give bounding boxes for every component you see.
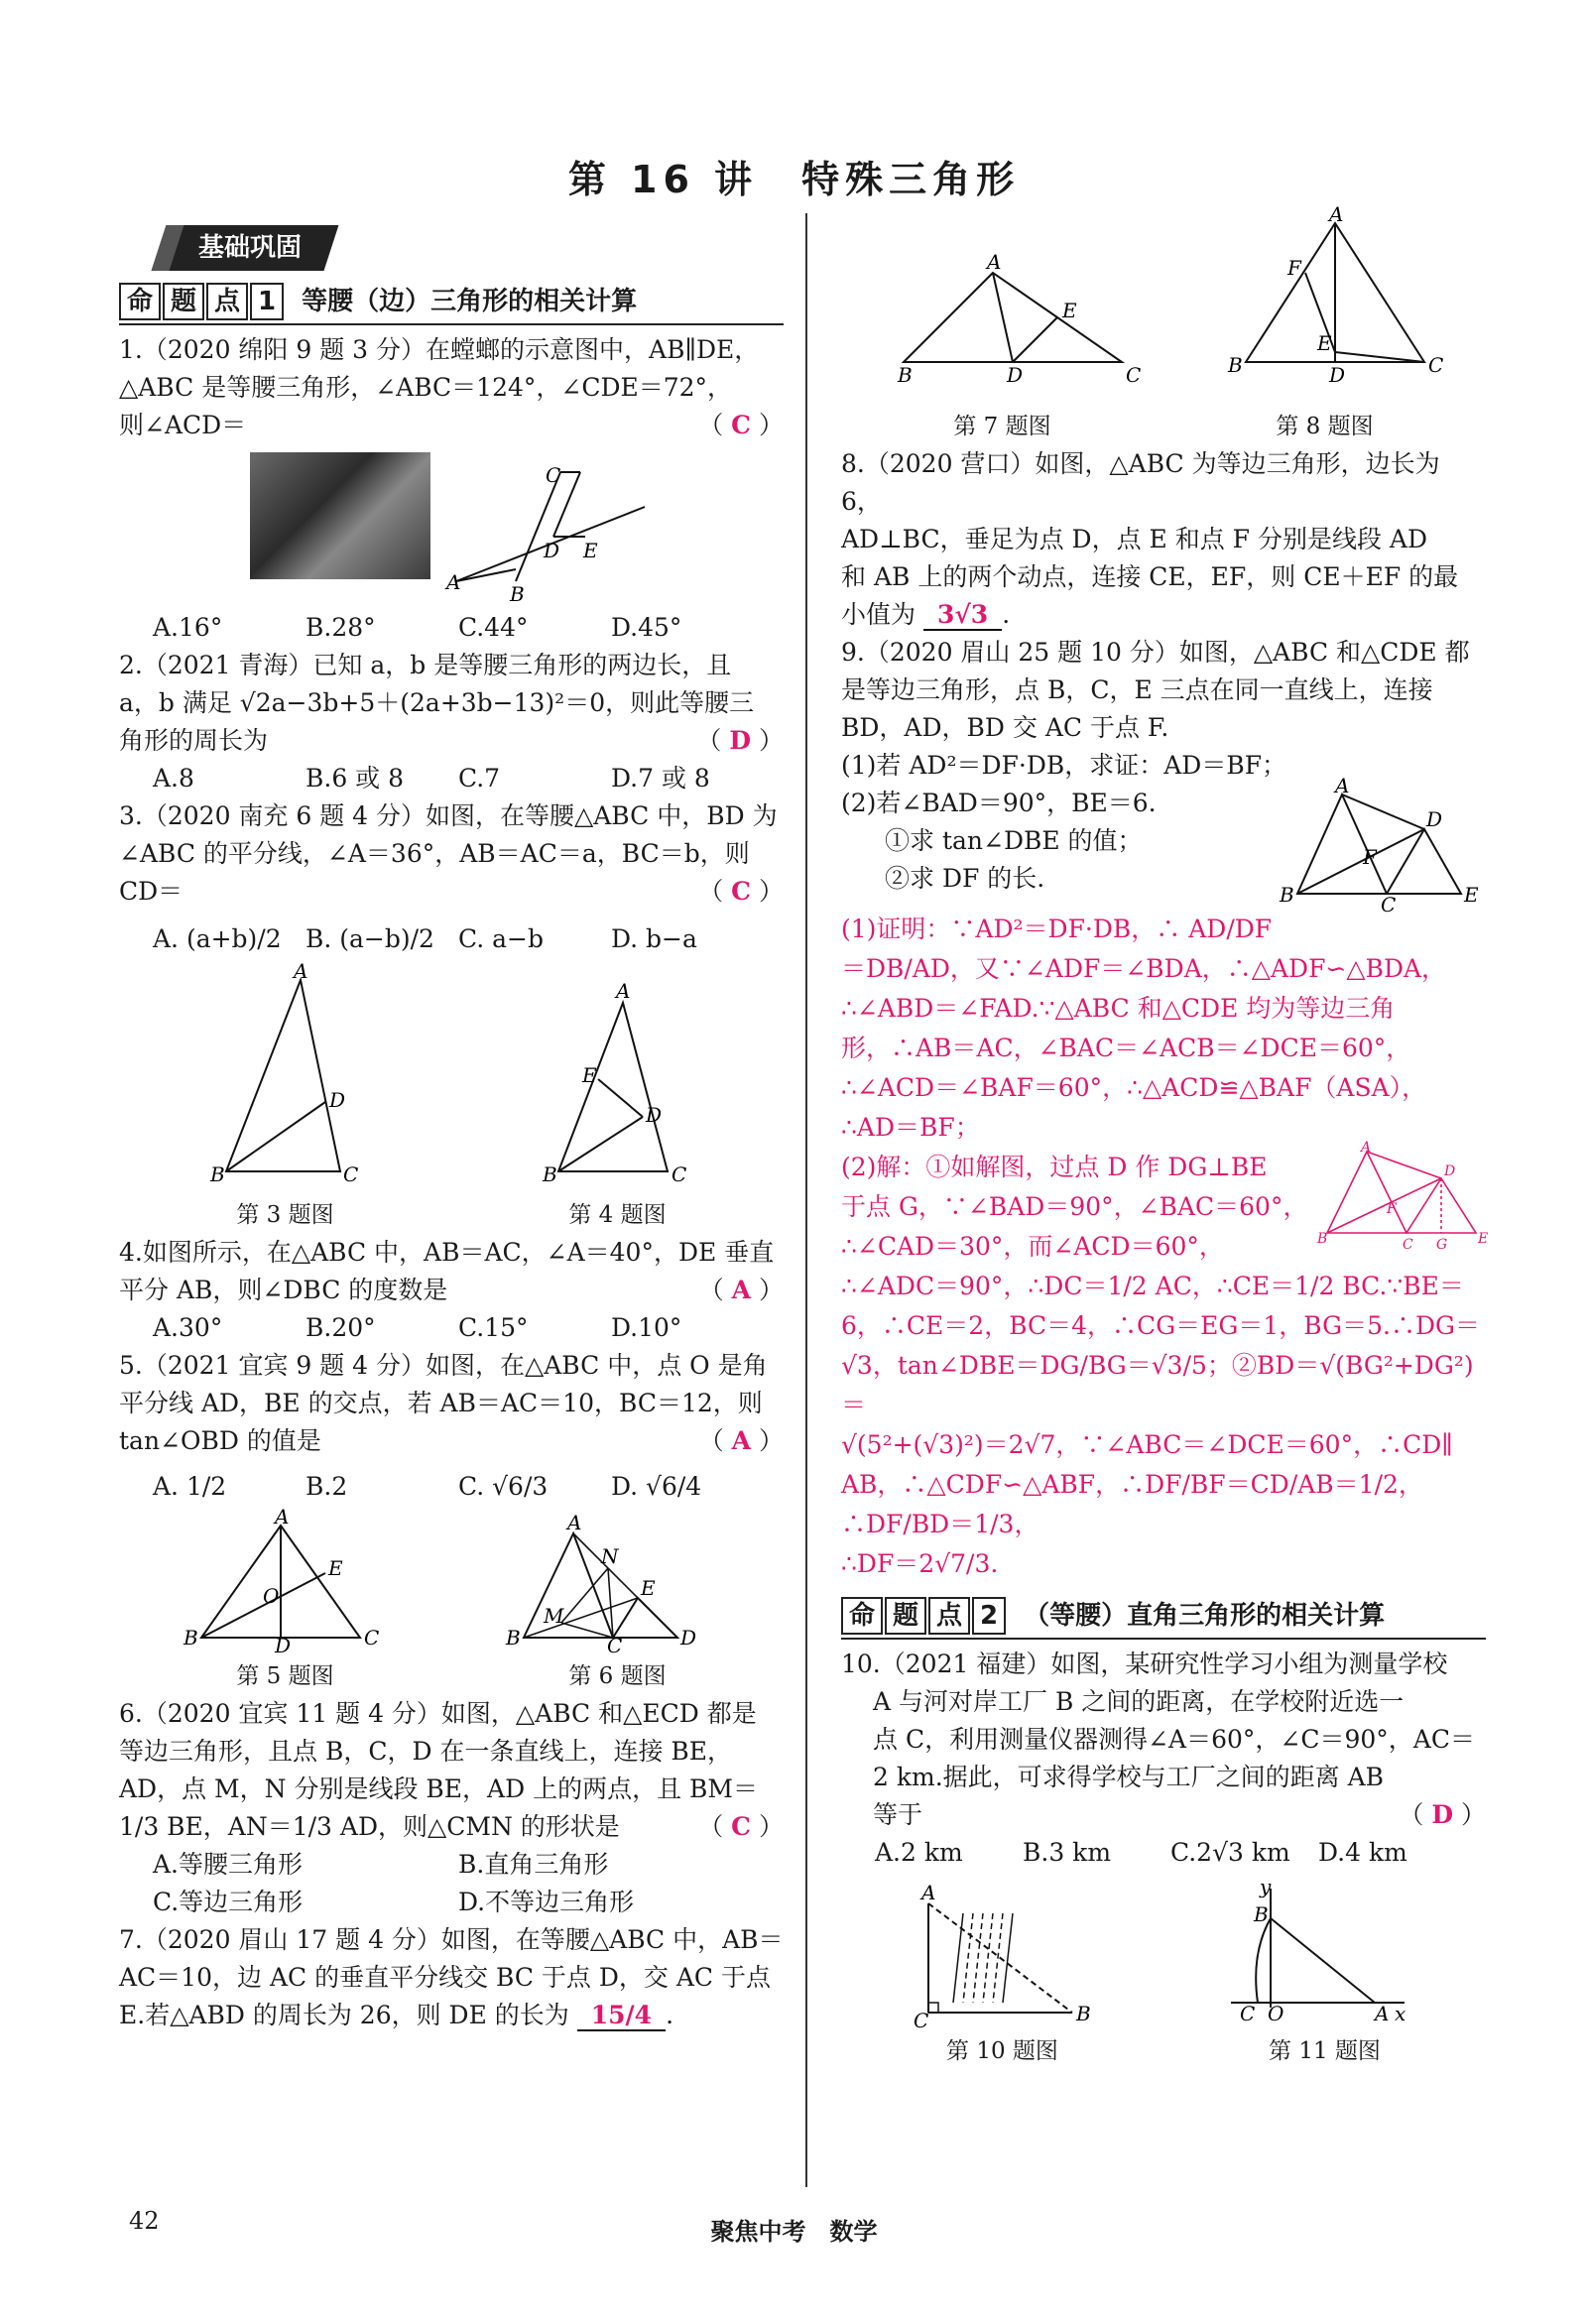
mantis-diagram [446,452,744,606]
question-1 [119,331,784,647]
q-line: 点 C，利用测量仪器测得∠A＝60°，∠C＝90°，AC＝ [873,1725,1475,1754]
solution-9 [841,910,1489,1584]
svg-text:D: D [544,539,560,562]
answer: D [1431,1800,1454,1829]
svg-text:D: D [1006,363,1023,387]
q-line: a，b 满足 √2a−3b+5＋(2a+3b−13)²＝0，则此等腰三 [119,688,755,717]
svg-text:O: O [262,1584,279,1608]
q-line: 7.（2020 眉山 17 题 4 分）如图，在等腰△ABC 中，AB＝ [119,1925,784,1954]
book-title: 聚焦中考 数学 [710,2218,878,2246]
mantis-photo [250,452,430,579]
answer: A [731,1276,752,1304]
svg-text:E: E [327,1556,343,1580]
solution-line: √3，tan∠DBE＝DG/BG＝√3/5；②BD＝√(BG²+DG²)＝ [841,1351,1474,1419]
figure-caption: 第 10 题图 [946,2038,1058,2064]
figure-10 [904,1881,1102,2032]
topic-number: 2 [972,1597,1006,1635]
right-column [841,202,1489,2070]
topic-number: 1 [250,283,284,320]
q-line: 则∠ACD＝ （ C ） [119,411,784,439]
svg-text:A: A [1328,202,1343,226]
figure-6 [504,1511,722,1657]
options: A.2 km B.3 km C.2√3 km D.4 km [875,1838,1407,1867]
svg-text:E: E [581,1063,597,1087]
figure-caption: 第 6 题图 [568,1663,667,1689]
options: A.30° B.20° C.15° D.10° [153,1313,682,1342]
svg-text:B: B [542,1162,557,1186]
q-line: A 与河对岸工厂 B 之间的距离，在学校附近选一 [873,1687,1405,1716]
svg-text:B: B [183,1626,198,1650]
q-line: 2 km.据此，可求得学校与工厂之间的距离 AB [873,1763,1385,1791]
svg-text:C: C [606,1634,622,1657]
q-line: BD，AD，BD 交 AC 于点 F. [841,713,1169,742]
answer: C [731,1812,752,1841]
answer: 3√3 [923,600,1002,631]
svg-text:D: D [679,1626,696,1650]
topic-box: 题 [163,283,204,320]
figure-9 [1278,774,1486,917]
solution-line: 于点 G，∵∠BAD＝90°，∠BAC＝60°， [841,1192,1308,1221]
svg-text:B: B [897,363,913,387]
solution-line: ∴∠ACD＝∠BAF＝60°，∴△ACD≌△BAF（ASA）， [841,1073,1427,1102]
q-line: AD，点 M，N 分别是线段 BE，AD 上的两点，且 BM＝ [119,1774,758,1803]
q-line: 小值为 3√3 . [841,600,1011,629]
solution-line: ∴∠ABD＝∠FAD.∵△ABC 和△CDE 均为等边三角 [841,994,1396,1023]
svg-text:A: A [920,1881,935,1904]
svg-text:M: M [543,1604,563,1628]
topic-box: 点 [928,1597,970,1635]
question-6 [119,1695,784,1921]
solution-line: 形，∴AB＝AC，∠BAC＝∠ACB＝∠DCE＝60°， [841,1034,1411,1062]
q-line: 是等边三角形，点 B，C，E 三点在同一直线上，连接 [841,675,1433,704]
solution-line: AB，∴△CDF∽△ABF，∴DF/BF＝CD/AB＝1/2，∴DF/BD＝1/3， [841,1470,1423,1538]
svg-text:N: N [600,1544,618,1568]
svg-text:B: B [209,1162,225,1186]
solution-line: ＝DB/AD，又∵∠ADF＝∠BDA，∴△ADF∽△BDA， [841,954,1447,983]
q-line: (2)若∠BAD＝90°，BE＝6. [841,789,1157,817]
solution-line: ∴∠CAD＝30°，而∠ACD＝60°， [841,1232,1224,1261]
svg-text:C: C [913,2009,928,2032]
svg-text:A: A [446,570,461,594]
svg-text:A: A [986,250,1001,274]
svg-text:G: G [1436,1237,1448,1253]
svg-text:B: B [1253,1902,1269,1926]
svg-text:C: C [1239,2002,1255,2025]
q-line: ①求 tan∠DBE 的值； [885,826,1143,855]
svg-text:C: C [1125,363,1141,387]
svg-text:x: x [1394,2002,1405,2025]
topic-heading-1 [119,280,784,325]
question-7 [119,1921,784,2034]
svg-text:A: A [1361,1140,1372,1156]
column-divider [805,213,807,2187]
question-2 [119,647,784,797]
svg-text:C: C [1403,1237,1413,1253]
svg-text:A: A [1374,2002,1389,2025]
question-4 [119,1234,784,1347]
page-number: 42 [129,2207,160,2235]
options: A.16° B.28° C.44° D.45° [153,613,682,642]
topic-box: 命 [119,283,161,320]
topic-title: 等腰（边）三角形的相关计算 [302,287,638,316]
figure-4 [539,968,697,1186]
q-line: 2.（2021 青海）已知 a，b 是等腰三角形的两边长，且 [119,651,732,679]
figure-caption: 第 7 题图 [953,414,1051,439]
q-line: ②求 DF 的长. [885,864,1045,893]
svg-text:E: E [1061,299,1077,322]
q-line: 6.（2020 宜宾 11 题 4 分）如图，△ABC 和△ECD 都是 [119,1699,757,1728]
solution-line: (1)证明：∵AD²＝DF·DB，∴ AD/DF [841,915,1273,943]
page-title: 第 16 讲 特殊三角形 [567,158,1021,201]
options: C.等边三角形 D.不等边三角形 [153,1888,635,1916]
svg-text:B: B [1075,2002,1091,2025]
options: A. (a+b)/2 B. (a−b)/2 C. a−b D. b−a [153,924,697,953]
q-line: AC＝10，边 AC 的垂直平分线交 BC 于点 D，交 AC 于点 [119,1963,771,1992]
svg-text:A: A [1335,774,1350,797]
section-banner [119,224,784,272]
figure-5 [182,1505,380,1657]
answer: 15/4 [577,2001,666,2031]
svg-text:y: y [1259,1875,1271,1898]
q-line: 8.（2020 营口）如图，△ABC 为等边三角形，边长为 6， [841,449,1440,516]
figure-caption: 第 5 题图 [236,1663,334,1689]
figure-caption: 第 4 题图 [568,1202,667,1228]
answer: D [729,726,752,755]
topic-box: 点 [206,283,248,320]
svg-text:E: E [640,1576,656,1600]
options: A.等腰三角形 B.直角三角形 [153,1850,609,1879]
svg-text:A: A [274,1505,289,1529]
q-line: 1.（2020 绵阳 9 题 3 分）在螳螂的示意图中，AB∥DE， [119,335,760,364]
solution-figure [1317,1140,1489,1253]
figure-7 [884,213,1142,412]
answer: C [731,411,752,439]
solution-line: (2)解：①如解图，过点 D 作 DG⊥BE [841,1153,1268,1181]
topic-box: 命 [841,1597,883,1635]
q-line: △ABC 是等腰三角形，∠ABC＝124°，∠CDE＝72°， [119,373,733,402]
svg-text:B: B [510,582,525,606]
left-column [119,218,784,2034]
solution-line: ∴DF＝2√7/3. [841,1549,999,1578]
svg-text:B: B [1280,883,1294,907]
svg-text:A: A [615,979,630,1003]
solution-line: ∴∠ADC＝90°，∴DC＝1/2 AC，∴CE＝1/2 BC.∵BE＝ [841,1272,1464,1300]
question-5 [119,1347,784,1695]
svg-text:A: A [566,1511,581,1534]
svg-text:D: D [274,1634,291,1657]
figure-8 [1226,202,1444,412]
q-line: ∠ABC 的平分线，∠A＝36°，AB＝AC＝a，BC＝b，则 [119,839,750,868]
q-line: 1/3 BE，AN＝1/3 AD，则△CMN 的形状是 （ C ） [119,1812,784,1841]
svg-text:C: C [1381,893,1397,917]
svg-text:F: F [1286,256,1301,280]
svg-text:C: C [1427,353,1443,377]
svg-text:C: C [546,463,561,487]
solution-line: ∴AD＝BF； [841,1113,980,1142]
svg-text:E: E [1478,1231,1489,1247]
svg-text:E: E [1464,883,1479,907]
q-line: 平分 AB，则∠DBC 的度数是 （ A ） [119,1276,784,1304]
svg-text:D: D [1328,363,1345,387]
figure-3 [206,959,365,1186]
figure-caption: 第 11 题图 [1269,2038,1381,2064]
q-line: tan∠OBD 的值是 （ A ） [119,1426,784,1455]
question-10 [841,1646,1486,2070]
figure-caption: 第 3 题图 [236,1202,334,1228]
svg-text:F: F [1363,845,1377,869]
options: A.8 B.6 或 8 C.7 D.7 或 8 [153,764,710,793]
svg-text:B: B [505,1626,521,1650]
svg-text:B: B [1227,353,1243,377]
topic-title: （等腰）直角三角形的相关计算 [1024,1601,1386,1631]
svg-text:D: D [328,1088,345,1112]
banner-label: 基础巩固 [198,233,303,263]
svg-text:D: D [645,1103,662,1127]
options: A. 1/2 B.2 C. √6/3 D. √6/4 [153,1472,702,1501]
svg-text:E: E [583,539,598,562]
q-line: 和 AB 上的两个动点，连接 CE，EF，则 CE＋EF 的最 [841,562,1459,591]
q-line: 等于 （ D ） [873,1800,1486,1829]
q-line: CD＝ （ C ） [119,877,784,906]
figure-11 [1226,1875,1424,2027]
question-9 [841,634,1486,917]
solution-line: √(5²+(√3)²)＝2√7，∵∠ABC＝∠DCE＝60°，∴CD∥ [841,1430,1453,1459]
q-line: 10.（2021 福建）如图，某研究性学习小组为测量学校 [841,1650,1448,1678]
answer: A [731,1426,752,1455]
q-line: AD⊥BC，垂足为点 D，点 E 和点 F 分别是线段 AD [841,525,1427,553]
svg-text:D: D [1426,807,1443,831]
figure-caption: 第 8 题图 [1276,414,1374,439]
answer: C [731,877,752,906]
q-line: 角形的周长为 （ D ） [119,726,784,755]
q-line: 平分线 AD，BE 的交点，若 AB＝AC＝10，BC＝12，则 [119,1389,763,1417]
question-8 [841,445,1486,634]
topic-heading-2 [841,1594,1486,1640]
q-line: 3.（2020 南充 6 题 4 分）如图，在等腰△ABC 中，BD 为 [119,801,778,830]
q-line: 5.（2021 宜宾 9 题 4 分）如图，在△ABC 中，点 O 是角 [119,1351,768,1380]
svg-text:A: A [293,959,307,983]
svg-text:B: B [1317,1231,1328,1247]
svg-text:E: E [1316,331,1332,355]
q-line: 9.（2020 眉山 25 题 10 分）如图，△ABC 和△CDE 都 [841,638,1470,667]
q-line: (1)若 AD²＝DF·DB，求证：AD＝BF； [841,751,1287,780]
svg-text:D: D [1444,1163,1456,1179]
svg-text:O: O [1267,2002,1283,2025]
question-3 [119,797,784,1234]
q-line: E.若△ABD 的周长为 26，则 DE 的长为 15/4 . [119,2001,674,2029]
svg-text:C: C [363,1626,379,1650]
q-line: 等边三角形，且点 B，C，D 在一条直线上，连接 BE， [119,1737,733,1766]
svg-text:F: F [1387,1201,1397,1217]
q-line: 4.如图所示，在△ABC 中，AB＝AC，∠A＝40°，DE 垂直 [119,1238,775,1267]
svg-text:C: C [671,1162,686,1186]
solution-line: 6，∴CE＝2，BC＝4，∴CG＝EG＝1，BG＝5.∴DG＝ [841,1311,1480,1340]
svg-text:C: C [342,1162,358,1186]
topic-box: 题 [885,1597,926,1635]
